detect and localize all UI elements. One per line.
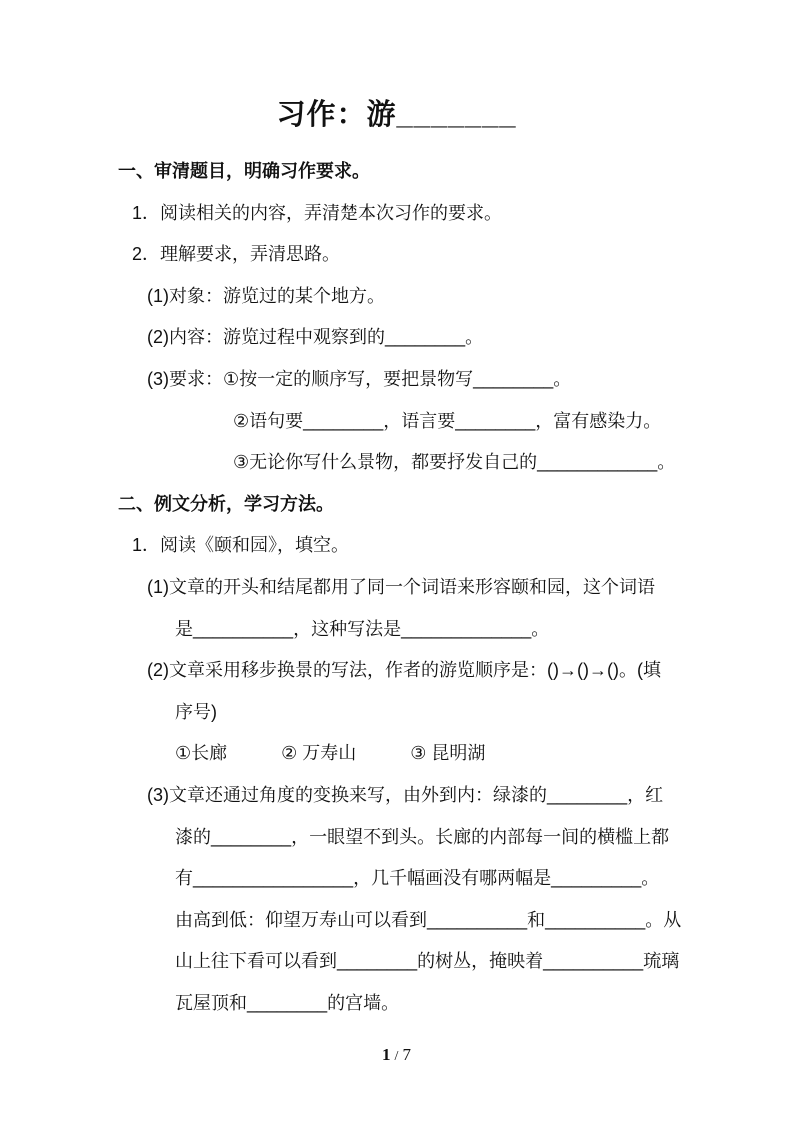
item-1-1: 1．阅读相关的内容，弄清楚本次习作的要求。 — [132, 202, 503, 223]
item-2-1-sub-3-cont-2: 有________________，几千幅画没有哪两幅是_________。 — [175, 868, 660, 889]
item-2-1-sub-2-options: ①长廊 ② 万寿山 ③ 昆明湖 — [175, 743, 486, 764]
document-body — [0, 151, 793, 1024]
item-2-1-sub-1: (1)文章的开头和结尾都用了同一个词语来形容颐和园，这个词语 — [147, 576, 655, 597]
page-number — [0, 1034, 793, 1076]
item-2-1-sub-3-cont-1: 漆的________，一眼望不到头。长廊的内部每一间的横槛上都 — [175, 826, 670, 847]
item-1-2-sub-2: (2)内容：游览过程中观察到的________。 — [147, 327, 484, 348]
page-number-total: 7 — [402, 1045, 411, 1064]
section-2-heading: 二、例文分析，学习方法。 — [118, 493, 334, 514]
item-2-1: 1．阅读《颐和园》，填空。 — [132, 535, 350, 556]
item-2-1-sub-3-cont-5: 瓦屋顶和________的宫墙。 — [175, 992, 400, 1013]
item-1-2-sub-3: (3)要求：①按一定的顺序写，要把景物写________。 — [147, 368, 572, 389]
item-1-2-sub-3b: ②语句要________，语言要________，富有感染力。 — [233, 410, 662, 431]
item-2-1-sub-2-cont: 序号) — [175, 701, 217, 722]
item-1-2-sub-1: (1)对象：游览过的某个地方。 — [147, 285, 385, 306]
item-2-1-sub-1-cont: 是__________，这种写法是_____________。 — [175, 618, 550, 639]
item-2-1-sub-3-cont-3: 由高到低：仰望万寿山可以看到__________和__________。从 — [175, 909, 682, 930]
item-1-2: 2．理解要求，弄清思路。 — [132, 244, 341, 265]
item-2-1-sub-2: (2)文章采用移步换景的写法，作者的游览顺序是：()→()→()。(填 — [147, 660, 661, 681]
section-1-heading: 一、审清题目，明确习作要求。 — [118, 161, 370, 181]
page-number-current: 1 — [382, 1045, 391, 1064]
item-2-1-sub-3: (3)文章还通过角度的变换来写，由外到内：绿漆的________，红 — [147, 784, 664, 805]
item-1-2-sub-3c: ③无论你写什么景物，都要抒发自己的____________。 — [233, 452, 676, 473]
page-number-separator: / — [394, 1049, 399, 1064]
page-title: 习作：游_______ — [276, 99, 517, 131]
item-2-1-sub-3-cont-4: 山上往下看可以看到________的树丛，掩映着__________琉璃 — [175, 951, 680, 972]
